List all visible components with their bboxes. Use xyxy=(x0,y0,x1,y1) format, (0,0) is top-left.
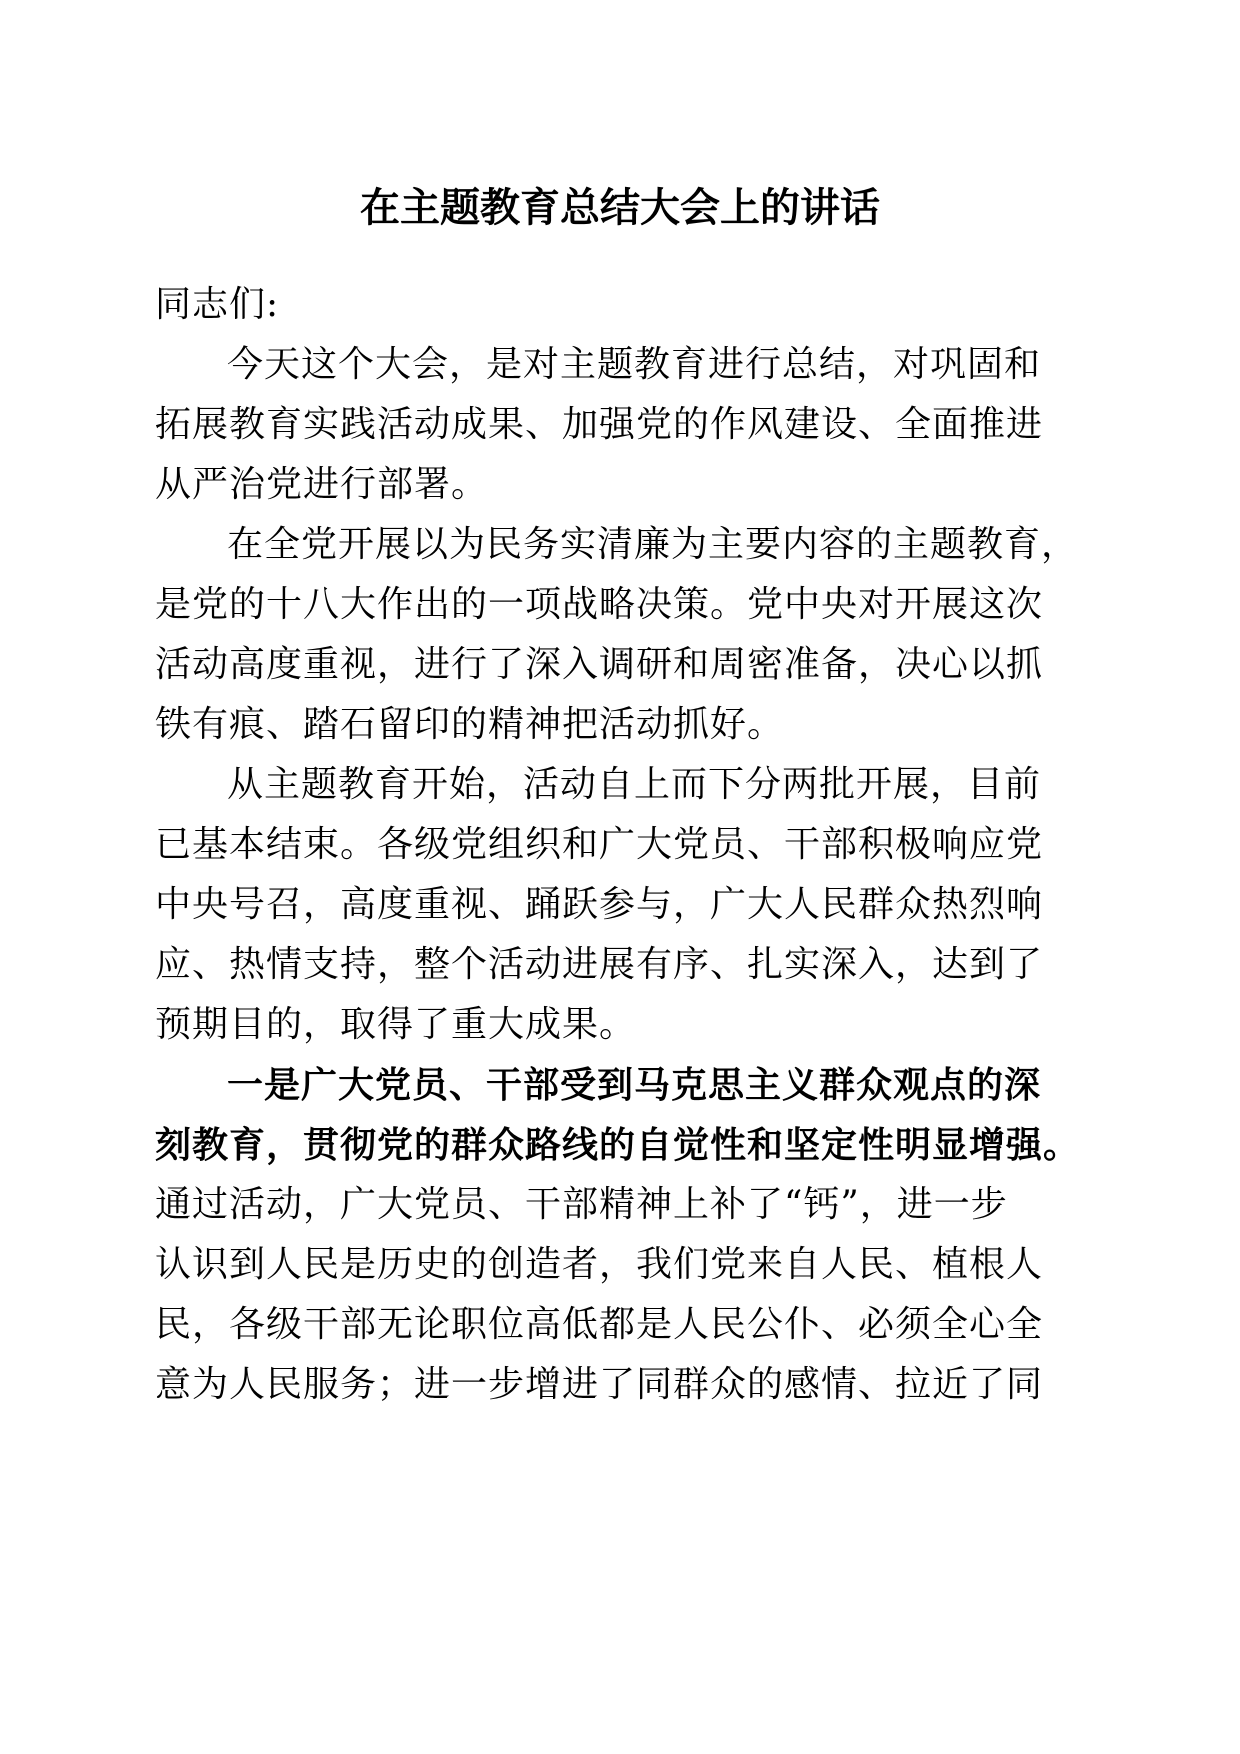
paragraph-line: 认识到人民是历史的创造者，我们党来自人民、植根人 xyxy=(155,1244,1044,1285)
document-title: 在主题教育总结大会上的讲话 xyxy=(360,184,880,231)
paragraph-line: 在全党开展以为民务实清廉为主要内容的主题教育， xyxy=(227,524,1079,565)
paragraph-line: 今天这个大会，是对主题教育进行总结，对巩固和 xyxy=(227,344,1042,385)
paragraph-line: 民，各级干部无论职位高低都是人民公仆、必须全心全 xyxy=(155,1304,1044,1345)
paragraph-line: 是党的十八大作出的一项战略决策。党中央对开展这次 xyxy=(155,584,1044,625)
bold-heading-line: 刻教育，贯彻党的群众路线的自觉性和坚定性明显增强。 xyxy=(155,1124,1081,1166)
paragraph-line: 拓展教育实践活动成果、加强党的作风建设、全面推进 xyxy=(155,404,1044,445)
paragraph-line: 预期目的，取得了重大成果。 xyxy=(155,1004,637,1045)
paragraph-line: 活动高度重视，进行了深入调研和周密准备，决心以抓 xyxy=(155,644,1044,685)
paragraph-line: 通过活动，广大党员、干部精神上补了“钙”，进一步 xyxy=(155,1184,1008,1225)
paragraph-line: 铁有痕、踏石留印的精神把活动抓好。 xyxy=(155,704,785,745)
paragraph-line: 已基本结束。各级党组织和广大党员、干部积极响应党 xyxy=(155,824,1044,865)
bold-heading-line: 一是广大党员、干部受到马克思主义群众观点的深 xyxy=(227,1064,1042,1106)
paragraph-line: 从严治党进行部署。 xyxy=(155,464,489,505)
paragraph-line: 意为人民服务；进一步增进了同群众的感情、拉近了同 xyxy=(155,1364,1044,1405)
paragraph-line: 应、热情支持，整个活动进展有序、扎实深入，达到了 xyxy=(155,944,1044,985)
salutation: 同志们: xyxy=(155,284,280,325)
paragraph-line: 从主题教育开始，活动自上而下分两批开展，目前 xyxy=(227,764,1042,805)
paragraph-line: 中央号召，高度重视、踊跃参与，广大人民群众热烈响 xyxy=(155,884,1044,925)
